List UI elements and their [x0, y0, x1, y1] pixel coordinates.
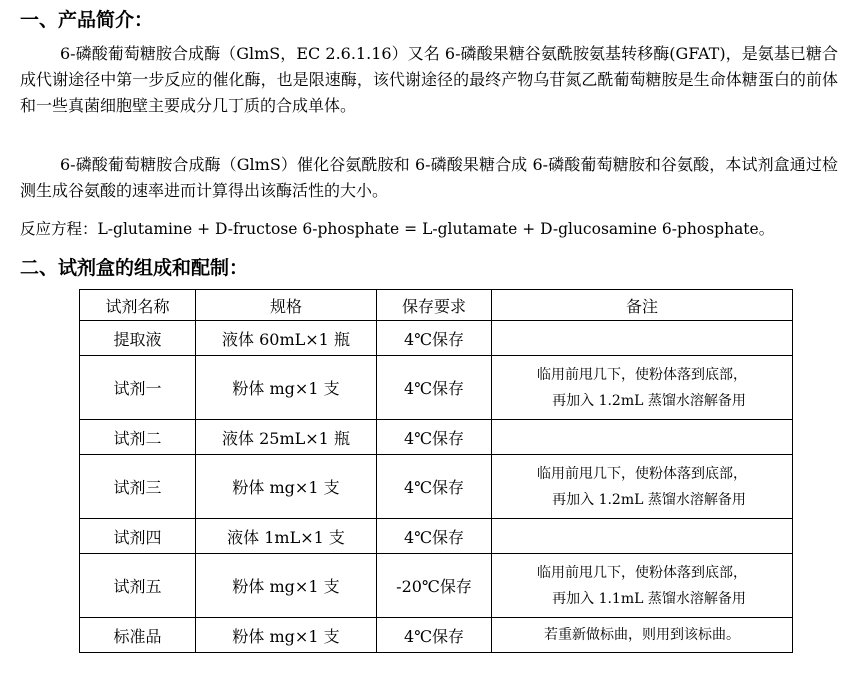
table-row [80, 554, 793, 618]
intro-paragraph-2: 6-磷酸葡萄糖胺合成酶（GlmS）催化谷氨酰胺和 6-磷酸果糖合成 6-磷酸葡萄糖胺和谷氨酸，本试剂盒通过检测生成谷氨酸的速率进而计算得出该酶活性的大小。 [20, 155, 838, 200]
reagent-note [492, 618, 793, 653]
reagent-note [492, 455, 793, 519]
reagent-name: 试剂三 [80, 455, 196, 519]
reagent-note [492, 321, 793, 356]
reagent-storage: 4℃保存 [377, 618, 492, 653]
note-line-1: 临用前甩几下，使粉体落到底部， [537, 564, 747, 581]
reagent-name: 提取液 [80, 321, 196, 356]
reagent-spec: 粉体 mg×1 支 [196, 455, 377, 519]
reagent-name: 试剂五 [80, 554, 196, 618]
reagent-spec: 液体 60mL×1 瓶 [196, 321, 377, 356]
reagent-spec: 粉体 mg×1 支 [196, 356, 377, 420]
intro-paragraph-1: 6-磷酸葡萄糖胺合成酶（GlmS，EC 2.6.1.16）又名 6-磷酸果糖谷氨酰胺氨基转移酶(GFAT)，是氨基已糖合成代谢途径中第一步反应的催化酶，也是限速酶，该代谢途径的最终产物乌苷氮乙酰葡萄糖胺是生命体糖蛋白的前体和一些真菌细胞壁主要成分几丁质的合成单体。 [20, 44, 838, 115]
section-heading-product-intro: 一、产品简介： [20, 9, 154, 31]
reagent-storage: 4℃保存 [377, 455, 492, 519]
header-notes: 备注 [492, 290, 793, 321]
section-heading-kit-composition: 二、试剂盒的组成和配制： [20, 257, 249, 279]
table-row [80, 618, 793, 653]
note-line-2: 再加入 1.2mL 蒸馏水溶解备用 [552, 491, 746, 508]
table-row [80, 356, 793, 420]
reaction-equation: 反应方程：L-glutamine + D-fructose 6-phosphate = L-glutamate + D-glucosamine 6-phosphate。 [20, 220, 775, 238]
reagent-note [492, 420, 793, 455]
header-specification: 规格 [196, 290, 377, 321]
table-row [80, 455, 793, 519]
note-line-2: 再加入 1.2mL 蒸馏水溶解备用 [552, 392, 746, 409]
reagent-spec: 粉体 mg×1 支 [196, 618, 377, 653]
reagent-note [492, 519, 793, 554]
reagent-storage: 4℃保存 [377, 321, 492, 356]
table-row [80, 420, 793, 455]
reagent-storage: 4℃保存 [377, 420, 492, 455]
reagent-name: 试剂二 [80, 420, 196, 455]
reagent-note [492, 554, 793, 618]
reagent-note [492, 356, 793, 420]
note-line-2: 再加入 1.1mL 蒸馏水溶解备用 [552, 590, 746, 607]
reagent-table [79, 289, 793, 653]
note-line-1: 临用前甩几下，使粉体落到底部， [537, 366, 747, 383]
header-reagent-name: 试剂名称 [80, 290, 196, 321]
reagent-spec: 粉体 mg×1 支 [196, 554, 377, 618]
header-storage: 保存要求 [377, 290, 492, 321]
note-line-1: 若重新做标曲，则用到该标曲。 [544, 627, 740, 643]
note-line-1: 临用前甩几下，使粉体落到底部， [537, 465, 747, 482]
reagent-storage: 4℃保存 [377, 356, 492, 420]
reagent-spec: 液体 1mL×1 支 [196, 519, 377, 554]
table-row [80, 519, 793, 554]
reagent-spec: 液体 25mL×1 瓶 [196, 420, 377, 455]
reagent-name: 试剂一 [80, 356, 196, 420]
reagent-storage: -20℃保存 [377, 554, 492, 618]
reagent-name: 试剂四 [80, 519, 196, 554]
table-header-row [80, 290, 793, 321]
table-row [80, 321, 793, 356]
reagent-name: 标准品 [80, 618, 196, 653]
reagent-storage: 4℃保存 [377, 519, 492, 554]
